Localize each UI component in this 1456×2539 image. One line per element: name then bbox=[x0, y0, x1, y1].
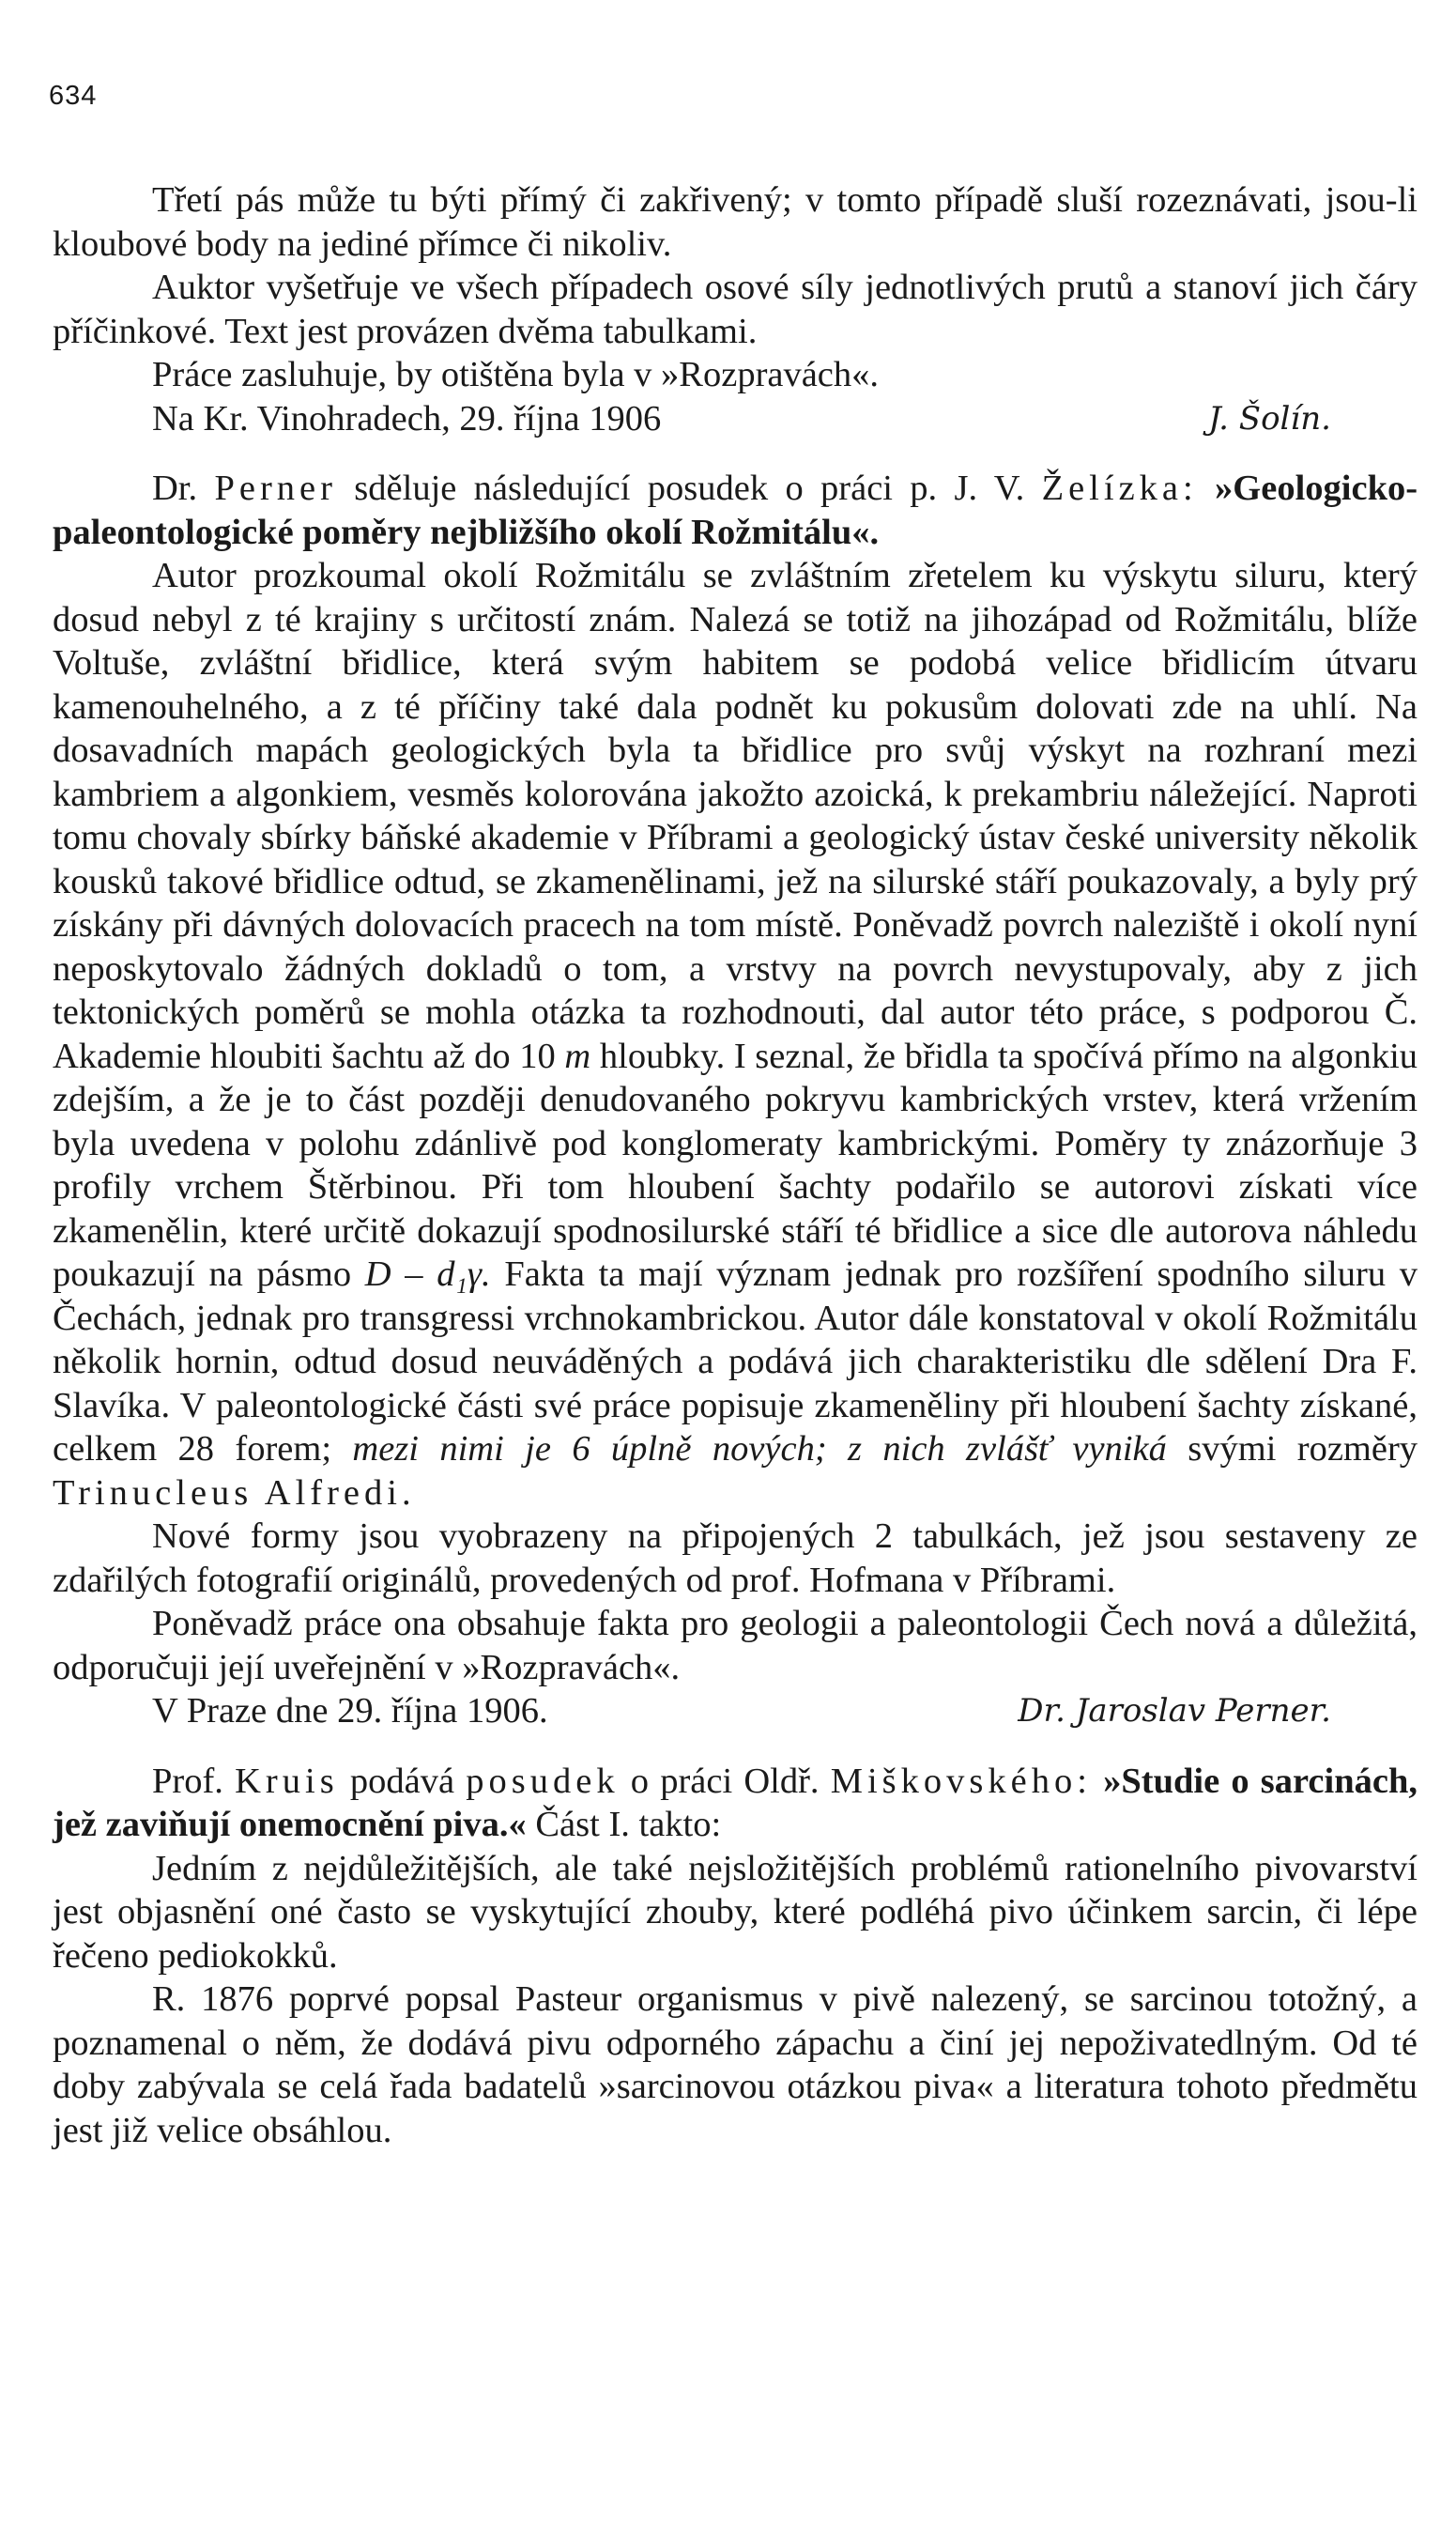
body-text-b: hloubky. I seznal, že břidla ta spočívá přímo na algonkiu zdejším, a že je to část později denudovaného pokryvu kambrických vrstev, která vržením byla uvedena v polohu zdánlivě pod konglomeraty kambrickými. Poměry ty znázorňuje 3 profily vrchem Štěrbinou. Při tom hloubení šachty podařilo se autorovi získati více zkamenělin, které určitě dokazují spodnosilurské stáří té břidlice a sice dle autorova náhledu poukazují na pásmo bbox=[53, 1036, 1418, 1294]
page-body bbox=[53, 178, 1418, 2152]
intro-text-kruis: podává bbox=[349, 1761, 455, 1801]
author-name-zelizka: Želízka: bbox=[1041, 469, 1198, 508]
author-name-miskovsky: Miškovského: bbox=[830, 1761, 1092, 1801]
paragraph-kruis-1: Jedním z nejdůležitějších, ale také nejsložitějších problémů rationelního pivovarství jest objasnění oné často se vyskytující zhouby, které podléhá pivo účinkem sarcin, či lépe řečeno pediokokků. bbox=[53, 1848, 1418, 1976]
work-title-sarcina: »Studie o sarcinách, jež zaviňují onemocnění piva.« bbox=[53, 1761, 1418, 1844]
place-date-2: V Praze dne 29. října 1906. bbox=[152, 1691, 548, 1731]
unit-meters: m bbox=[564, 1036, 591, 1076]
review-intro-kruis bbox=[53, 1760, 1418, 1847]
paragraph-kruis-2: R. 1876 poprvé popsal Pasteur organismus v pivě nalezený, se sarcinou totožný, a poznamenal o něm, že dodává pivu odporného zápachu a činí jej nepoživatedlným. Od té doby zabývala se celá řada badatelů »sarcinovou otázkou piva« a literatura tohoto předmětu jest již velice obsáhlou. bbox=[53, 1979, 1418, 2150]
paragraph-new-forms: Nové formy jsou vyobrazeny na připojených 2 tabulkách, jež jsou sestaveny ze zdařilých fotografií originálů, provedených od prof. Hofmana v Příbrami. bbox=[53, 1516, 1418, 1600]
reviewer-name-kruis: Kruis bbox=[235, 1761, 339, 1801]
place-date-1: Na Kr. Vinohradech, 29. října 1906 bbox=[152, 398, 662, 439]
body-text-e: svými rozměry bbox=[1188, 1429, 1418, 1469]
intro-text-perner: sděluje následující posudek o práci p. J. V. bbox=[354, 469, 1025, 508]
signature-solin: J. Šolín. bbox=[1208, 399, 1331, 438]
page-number: 634 bbox=[49, 81, 98, 111]
body-text-a: Autor prozkoumal okolí Rožmitálu se zvláštním zřetelem ku výskytu siluru, který dosud nebyl z té krajiny s určitostí znám. Nalezá se totiž na jihozápad od Rožmitálu, blíže Voltuše, zvláštní břidlice, která svým habitem se podobá velice břidlicím útvaru kamenouhelného, a z té příčiny také dala podnět ku pokusům dolovati zde na uhlí. Na dosavadních mapách geologických byla ta břidlice pro svůj výskyt na rozhraní mezi kambriem a algonkiem, vesměs kolorována jakožto azoická, k prekambriu náležející. Naproti tomu chovaly sbírky báňské akademie v Příbrami a geologický ústav české university několik kousků takové břidlice odtud, se zkamenělinami, jež na silurské stáří poukazovaly, a byly prý získány při dávných dolovacích pracech na tom místě. Poněvadž povrch naleziště i okolí nyní neposkytovalo žádných dokladů o tom, a vrstvy na povrch nevystupovaly, aby z jich tektonických poměrů se mohla otázka ta rozhodnouti, dal autor této práce, s podporou Č. Akademie hloubiti šachtu až do 10 bbox=[53, 556, 1418, 1076]
intro-tail: Část I. takto: bbox=[535, 1805, 722, 1844]
signature-line-2 bbox=[53, 1689, 1418, 1733]
paragraph-third-band: Třetí pás může tu býti přímý či zakřivený; v tomto případě sluší rozeznávati, jsou-li kloubové body na jediné přímce či nikoliv. bbox=[53, 180, 1418, 264]
signature-line-1 bbox=[53, 397, 1418, 441]
zone-label: D – d₁γ. bbox=[364, 1254, 491, 1294]
intro-title-dr: Dr. bbox=[152, 469, 198, 508]
signature-perner: Dr. Jaroslav Perner. bbox=[1018, 1692, 1331, 1730]
paragraph-recommendation-2: Poněvadž práce ona obsahuje fakta pro geologii a paleontologii Čech nová a důležitá, odporučuji její uveřejnění v »Rozpravách«. bbox=[53, 1604, 1418, 1687]
paragraph-perner-body bbox=[53, 554, 1418, 1515]
section-gap bbox=[53, 440, 1418, 467]
body-text-c: Fakta ta mají význam jednak pro rozšíření spodního siluru v Čechách, jednak pro transgressi vrchnokambrickou. Autor dále konstatoval v okolí Rožmitálu několik hornin, odtud dosud neuváděných a podává jich charakteristiku dle sdělení Dra F. Slavíka. V paleontologické části své práce popisuje zkameněliny při hloubení šachty získané, celkem 28 forem; bbox=[53, 1254, 1418, 1469]
body-text-d: mezi nimi je 6 úplně nových; z nich zvlášť vyniká bbox=[352, 1429, 1167, 1469]
paragraph-author-examines: Auktor vyšetřuje ve všech případech osové síly jednotlivých prutů a stanoví jich čáry příčinkové. Text jest provázen dvěma tabulkami. bbox=[53, 268, 1418, 351]
intro-word-posudek: posudek bbox=[466, 1761, 620, 1801]
species-name: Trinucleus Alfredi. bbox=[53, 1472, 416, 1513]
paragraph-recommendation-1: Práce zasluhuje, by otištěna byla v »Rozpravách«. bbox=[152, 355, 880, 394]
intro-text-kruis-2: o práci Oldř. bbox=[630, 1761, 820, 1801]
work-title-geology: »Geologicko-paleontologické poměry nejbližšího okolí Rožmitálu«. bbox=[53, 469, 1418, 552]
reviewer-name-perner: Perner bbox=[214, 469, 337, 508]
intro-title-prof: Prof. bbox=[152, 1761, 223, 1801]
review-intro-perner bbox=[53, 467, 1418, 554]
section-gap bbox=[53, 1733, 1418, 1760]
